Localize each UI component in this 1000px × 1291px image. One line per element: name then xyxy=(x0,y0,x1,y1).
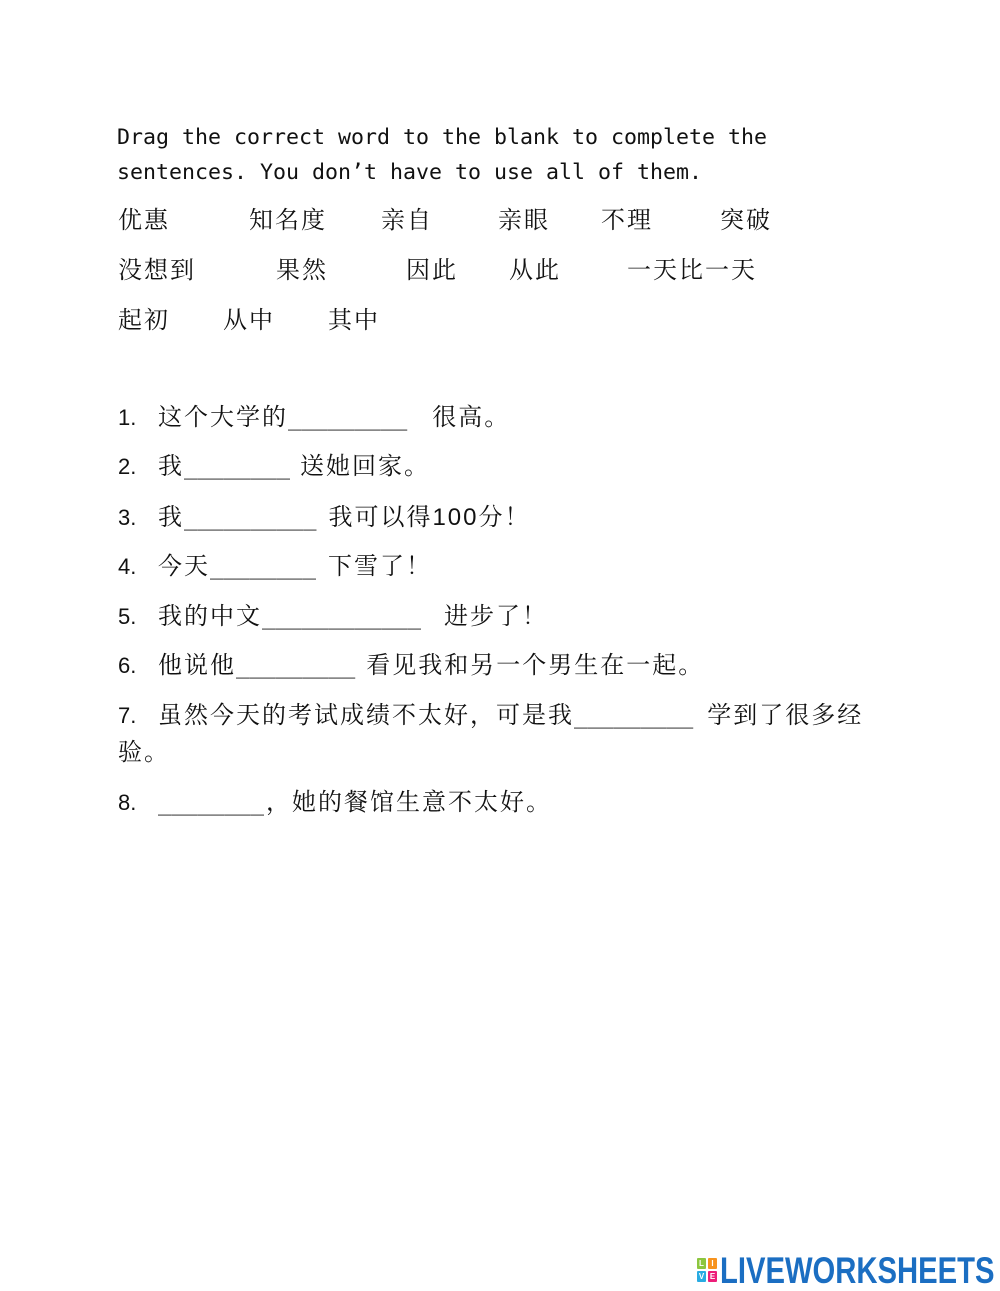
word-option-6[interactable]: 突破 xyxy=(720,206,772,234)
word-option-12[interactable]: 起初 xyxy=(118,306,170,334)
logo-letter-l: L xyxy=(697,1258,706,1269)
sentence-text-before: 这个大学的 xyxy=(158,404,288,431)
blank-4[interactable]: ________ xyxy=(210,555,316,580)
sentence-text-before: 我的中文 xyxy=(158,603,262,630)
word-option-5[interactable]: 不理 xyxy=(601,206,653,234)
sentence-5 xyxy=(118,599,875,636)
sentence-text-before: 我 xyxy=(158,453,184,480)
sentence-text-after: 看见我和另一个男生在一起。 xyxy=(366,652,705,679)
word-option-7[interactable]: 没想到 xyxy=(118,256,196,284)
blank-8[interactable]: ________ xyxy=(158,791,264,816)
sentence-number: 2. xyxy=(118,454,137,479)
word-option-1[interactable]: 优惠 xyxy=(118,206,170,234)
blank-1[interactable]: _________ xyxy=(288,406,408,431)
sentence-2 xyxy=(118,449,875,486)
word-option-9[interactable]: 因此 xyxy=(406,256,458,284)
sentence-text-before: 虽然今天的考试成绩不太好，可是我 xyxy=(158,702,574,729)
sentence-3 xyxy=(118,500,875,537)
sentence-number: 8. xyxy=(118,790,137,815)
blank-3[interactable]: __________ xyxy=(184,506,317,531)
sentence-7 xyxy=(118,698,875,771)
sentence-number: 6. xyxy=(118,653,137,678)
sentence-text-after: 下雪了！ xyxy=(327,553,432,580)
logo-wordmark: LIVEWORKSHEETS xyxy=(720,1250,995,1291)
sentence-text-before: 他说他 xyxy=(158,652,236,679)
sentence-text-before: 我 xyxy=(158,504,184,531)
logo-letter-i: I xyxy=(708,1258,717,1269)
sentence-number: 5. xyxy=(118,604,137,629)
sentence-number: 4. xyxy=(118,554,137,579)
word-option-8[interactable]: 果然 xyxy=(276,256,328,284)
sentence-text-before: 今天 xyxy=(158,553,210,580)
word-option-10[interactable]: 从此 xyxy=(509,256,561,284)
word-option-3[interactable]: 亲自 xyxy=(381,206,433,234)
blank-5[interactable]: ____________ xyxy=(262,605,421,630)
logo-letter-v: V xyxy=(698,1271,705,1281)
sentence-1 xyxy=(118,400,875,437)
sentence-number: 1. xyxy=(118,405,137,430)
logo-letter-e: E xyxy=(709,1271,716,1281)
sentence-6 xyxy=(118,648,875,685)
instructions: Drag the correct word to the blank to complete the sentences. You don’t have to use all of them. xyxy=(117,125,768,185)
blank-7[interactable]: _________ xyxy=(574,704,694,729)
sentence-8 xyxy=(118,785,875,822)
sentence-text-after: 学到了很多经验。 xyxy=(118,702,864,766)
sentence-number: 7. xyxy=(118,703,137,728)
blank-6[interactable]: _________ xyxy=(236,654,356,679)
liveworksheets-icon xyxy=(697,1258,717,1282)
word-option-2[interactable]: 知名度 xyxy=(249,206,327,234)
blank-2[interactable]: ________ xyxy=(184,455,290,480)
sentence-text-after: 送她回家。 xyxy=(299,453,430,480)
word-option-13[interactable]: 从中 xyxy=(223,306,275,334)
sentence-text-after: ，她的餐馆生意不太好。 xyxy=(265,789,552,816)
sentence-text-after: 进步了！ xyxy=(443,603,548,630)
word-option-14[interactable]: 其中 xyxy=(328,306,380,334)
sentence-number: 3. xyxy=(118,505,137,530)
sentence-4 xyxy=(118,549,875,586)
word-option-4[interactable]: 亲眼 xyxy=(498,206,550,234)
sentence-text-after: 我可以得100分！ xyxy=(328,504,531,531)
word-option-11[interactable]: 一天比一天 xyxy=(627,256,757,284)
sentence-text-after: 很高。 xyxy=(432,404,511,431)
